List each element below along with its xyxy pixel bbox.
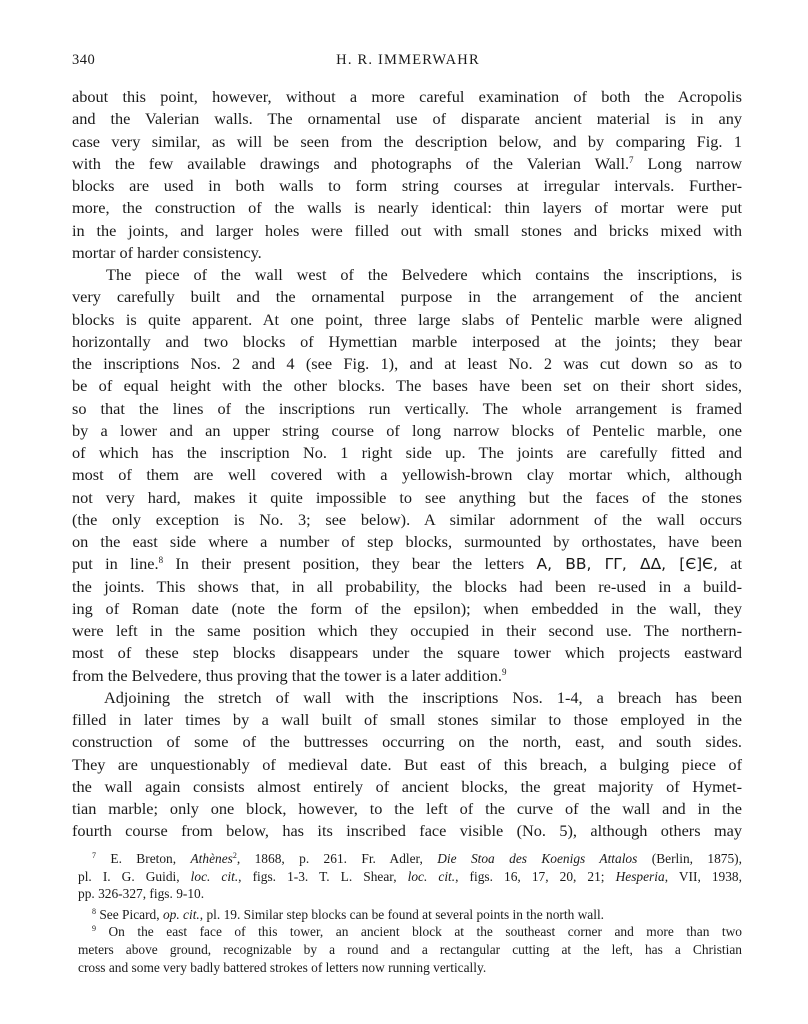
footnote-ref: 8: [158, 555, 164, 566]
footnote-7: [72, 850, 742, 868]
text-line: very carefully built and the ornamental purpose in the arrangement of the ancient: [72, 287, 742, 307]
text-line: [72, 153, 742, 175]
text-segment: at: [717, 554, 742, 574]
footnote-line: cross and some very badly battered strokes of letters now running vertically.: [78, 959, 487, 975]
text-line: in the joints, and larger holes were filled out with small stones and bricks mixed with: [72, 220, 742, 240]
text-line: horizontally and two blocks of Hymettian marble interposed at the joints; they bear: [72, 331, 742, 351]
text-line: by a lower and an upper string course of long narrow blocks of Pentelic marble, one: [72, 420, 742, 440]
text-segment: Die Stoa des Koenigs Attalos: [437, 851, 638, 866]
footnote-ref: 7: [629, 154, 634, 165]
text-line: mortar of harder consistency.: [72, 242, 262, 262]
text-segment: with the few available drawings and photographs of the Valerian Wall.: [72, 153, 630, 173]
text-line: They are unquestionably of medieval date. But east of this breach, a bulging piece of: [72, 754, 742, 774]
text-line: be of equal height with the other blocks. The bases have been set on their short sides,: [72, 376, 742, 396]
text-line: most of them are well covered with a yellowish-brown clay mortar which, although: [72, 465, 742, 485]
text-segment: pl. I. G. Guidi,: [78, 868, 191, 884]
footnotes: [72, 850, 742, 976]
text-line: tian marble; only one block, however, to the left of the curve of the wall and in the: [72, 799, 742, 818]
text-segment: , 1868, p. 261. Fr. Adler,: [236, 851, 438, 866]
text-segment: Athènes: [190, 851, 233, 866]
text-line: fourth course from below, has its inscribed face visible (No. 5), although others may: [72, 821, 742, 841]
text-segment: In their present position, they bear the letters: [163, 554, 537, 574]
text-line: on the east side where a number of step blocks, surmounted by orthostates, have been: [72, 532, 742, 551]
inscription-letters: A, BB, ΓΓ, ΔΔ, [Є]Є,: [536, 555, 718, 574]
text-line: Adjoining the stretch of wall with the inscriptions Nos. 1-4, a breach has been: [104, 687, 742, 707]
text-segment: , VII, 1938,: [664, 868, 742, 884]
text-line: not very hard, makes it quite impossible to see anything but the faces of the stones: [72, 487, 742, 507]
text-line: of which has the inscription No. 1 right side up. The joints are carefully fitted and: [72, 443, 742, 462]
footnote-line: meters above ground, recognizable by a round and a rectangular cutting at the left, has a Christian: [78, 941, 742, 957]
text-line: [72, 553, 742, 575]
footnote-ref: 9: [501, 666, 507, 677]
text-line: more, the construction of the walls is nearly identical: thin layers of mortar were put: [72, 198, 742, 218]
text-line: the wall again consists almost entirely of ancient blocks, the great majority of Hymet-: [72, 776, 742, 796]
text-line: and the Valerian walls. The ornamental use of disparate ancient material is in any: [72, 109, 742, 129]
page-header: [72, 52, 744, 72]
text-line: case very similar, as will be seen from the description below, and by comparing Fig. 1: [72, 131, 742, 151]
text-segment: E. Breton,: [110, 851, 191, 866]
text-line: ing of Roman date (note the form of the epsilon); when embedded in the wall, they: [72, 598, 742, 618]
superscript: 2: [232, 851, 237, 860]
text-segment: , pl. 19. Similar step blocks can be found at several points in the north wall.: [199, 906, 605, 922]
text-segment: Long narrow: [633, 153, 742, 173]
text-line: about this point, however, without a more careful examination of both the Acropolis: [72, 87, 742, 106]
text-line: blocks are used in both walls to form string courses at irregular intervals. Further-: [72, 176, 742, 195]
text-line: so that the lines of the inscriptions run vertically. The whole arrangement is framed: [72, 398, 742, 418]
text-segment: loc. cit.: [190, 868, 239, 884]
footnote-marker: 7: [92, 851, 96, 860]
text-line: (the only exception is No. 3; see below). A similar adornment of the wall occurs: [72, 509, 742, 529]
text-segment: See Picard,: [99, 906, 163, 922]
footnote-marker: 9: [92, 924, 96, 934]
footnote-8: [72, 906, 742, 924]
text-line: most of these step blocks disappears under the square tower which projects eastward: [72, 643, 742, 663]
text-line: filled in later times by a wall built of small stones similar to those employed in the: [72, 710, 742, 729]
page-number: 340: [72, 52, 96, 68]
text-segment: , figs. 1-3. T. L. Shear,: [238, 868, 408, 884]
text-line: The piece of the wall west of the Belvedere which contains the inscriptions, is: [106, 265, 742, 284]
text-line: blocks is quite apparent. At one point, three large slabs of Pentelic marble were aligned: [72, 309, 742, 329]
main-text: [72, 86, 742, 843]
footnote-9: [72, 923, 742, 941]
text-segment: , figs. 16, 17, 20, 21;: [455, 868, 616, 884]
footnote-line: pp. 326-327, figs. 9-10.: [78, 886, 205, 902]
text-line: the joints. This shows that, in all probability, the blocks had been re-used in a build-: [72, 576, 742, 596]
footnote-marker: 8: [92, 906, 96, 916]
text-segment: op. cit.: [162, 906, 200, 922]
text-segment: (Berlin, 1875),: [637, 851, 742, 866]
text-segment: loc. cit.: [407, 868, 456, 884]
text-segment: from the Belvedere, thus proving that the tower is a later addition.: [72, 665, 502, 685]
text-line: [72, 665, 742, 687]
text-segment: put in line.: [72, 554, 159, 574]
text-line: the inscriptions Nos. 2 and 4 (see Fig. 1), and at least No. 2 was cut down so as to: [72, 354, 742, 373]
running-title: H. R. IMMERWAHR: [336, 52, 480, 68]
text-line: construction of some of the buttresses occurring on the north, east, and south sides.: [72, 732, 742, 752]
text-segment: Hesperia: [615, 868, 665, 884]
footnote-line: [72, 868, 742, 886]
text-line: were left in the same position which they occupied in their second use. The northern-: [72, 621, 742, 640]
text-segment: On the east face of this tower, an ancient block at the southeast corner and more than two: [108, 924, 742, 940]
